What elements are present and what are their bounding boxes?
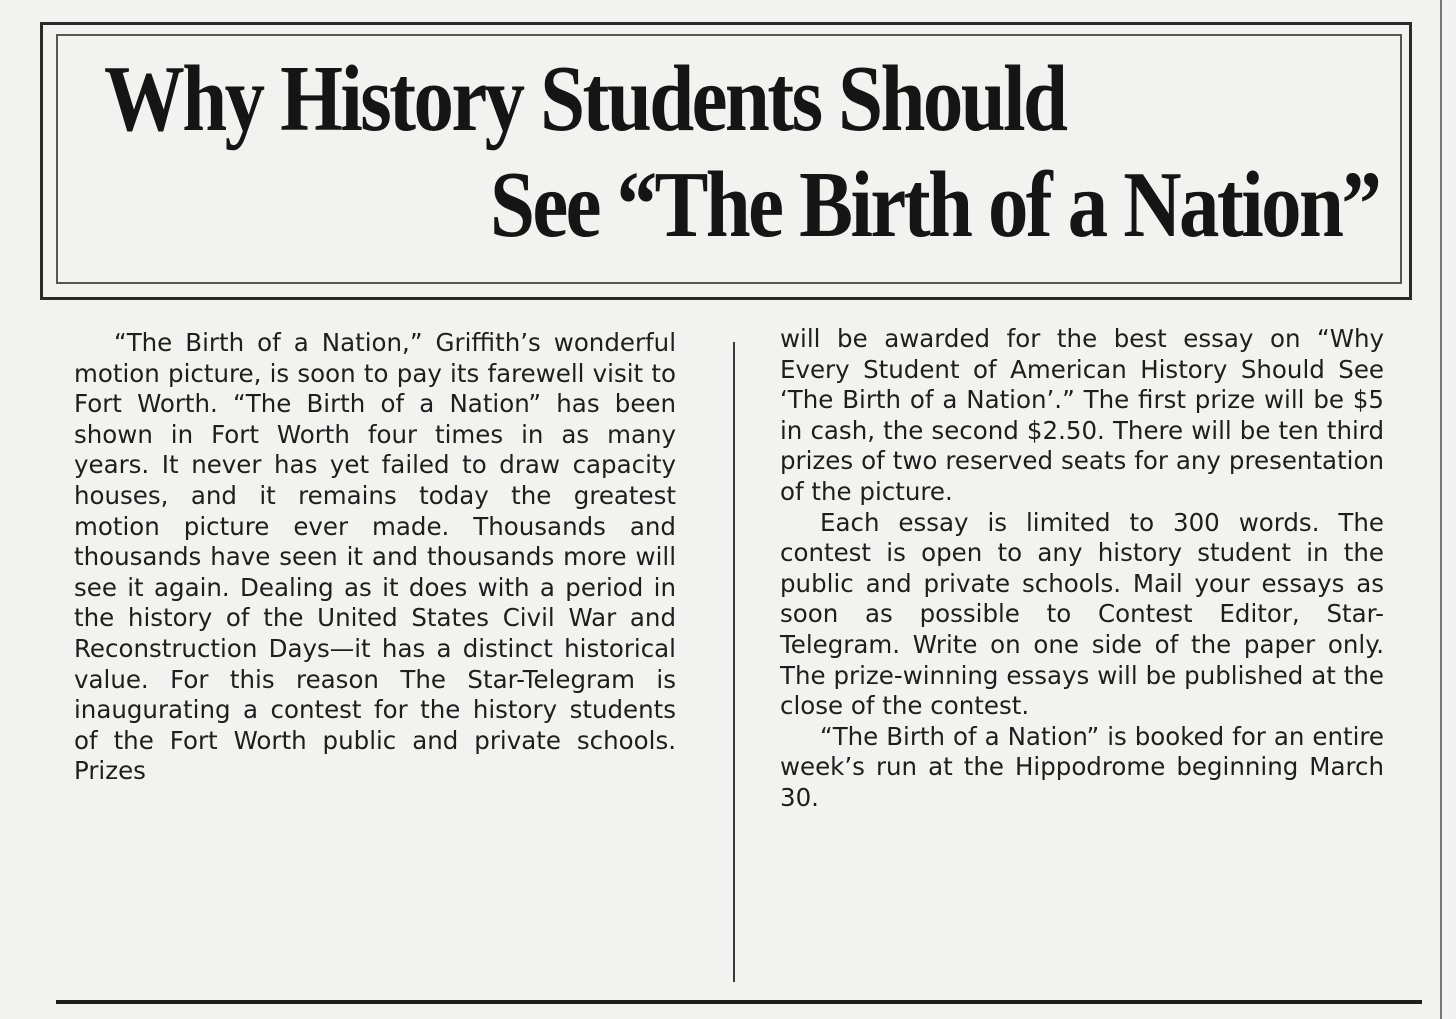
article-paragraph-1-continued: will be awarded for the best essay on “Why Every Student of American History Should See ‘The Birth of a Nation’.” The first prize will be $5 in cash, the second $2.50. There will be ten third prizes of two reserved seats for any presentation of the picture. [780,324,1384,506]
article-column-left [74,328,676,787]
article-paragraph-2: Each essay is limited to 300 words. The contest is open to any history student in the public and private schools. Mail your essays as soon as possible to Contest Editor, Star-Telegram. Write on one side of the paper only. The prize-winning essays will be published at the close of the contest. [780,507,1384,721]
headline-line-2: See “The Birth of a Nation” [490,153,1380,257]
column-divider [733,342,735,982]
article-column-right [780,324,1384,814]
bottom-rule [56,1000,1422,1004]
article-paragraph-3: “The Birth of a Nation” is booked for an entire week’s run at the Hippodrome beginning March 30. [780,721,1384,812]
headline [0,0,1456,300]
article-paragraph-1: “The Birth of a Nation,” Griffith’s wonderful motion picture, is soon to pay its farewell visit to Fort Worth. “The Birth of a Nation” has been shown in Fort Worth four times in as many years. It never has yet failed to draw capacity houses, and it remains today the greatest motion picture ever made. Thousands and thousands have seen it and thousands more will see it again. Dealing as it does with a period in the history of the United States Civil War and Reconstruction Days—it has a distinct historical value. For this reason The Star-Telegram is inaugurating a contest for the history students of the Fort Worth public and private schools. Prizes [74,328,676,786]
headline-line-1: Why History Students Should [104,47,1066,151]
